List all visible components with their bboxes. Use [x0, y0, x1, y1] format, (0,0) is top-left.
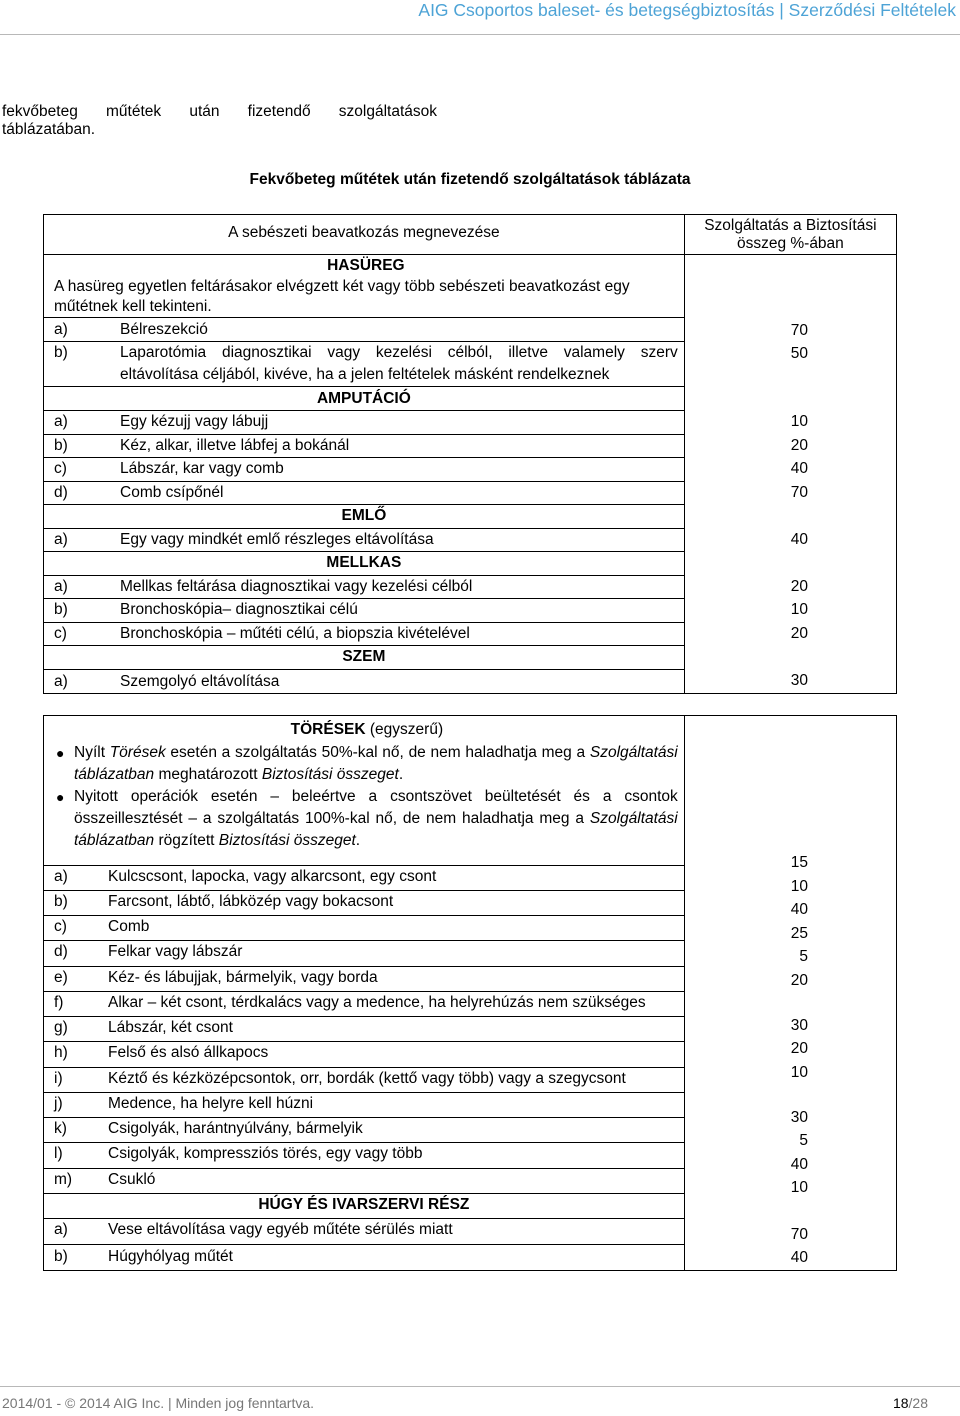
section-title: TÖRÉSEK [290, 721, 366, 738]
row-text: Lábszár, kar vagy comb [120, 460, 284, 477]
row-text: Csukló [108, 1170, 156, 1188]
row-text: Vese eltávolítása vagy egyéb műtéte sérülés miatt [108, 1221, 453, 1239]
value-cell: 40 [790, 1249, 808, 1266]
table-title: Fekvőbeteg műtétek után fizetendő szolgáltatások táblázata [249, 171, 691, 188]
section-hasureg [44, 255, 897, 318]
column-header-procedure: A sebészeti beavatkozás megnevezése [44, 215, 685, 255]
value-cell: 20 [790, 577, 808, 595]
intro-word: fizetendő [247, 103, 311, 120]
surgery-table [43, 214, 897, 694]
row-text: Csigolyák, harántnyúlvány, bármelyik [108, 1120, 363, 1138]
section-title: HASÜREG [327, 257, 405, 274]
row-label: a) [54, 413, 68, 430]
section-title: EMLŐ [44, 505, 685, 529]
row-text: Kulcscsont, lapocka, vagy alkarcsont, egy csont [108, 867, 437, 885]
row-text: Kéztő és kézközépcsontok, orr, bordák (kettő vagy több) vagy a szegycsont [108, 1069, 626, 1087]
row-text: Kéz, alkar, illetve lábfej a bokánál [120, 436, 350, 454]
value-cell: 10 [790, 1179, 808, 1196]
value-cell: 70 [790, 483, 808, 501]
value-cell: 20 [790, 971, 808, 989]
header-title: AIG Csoportos baleset- és betegségbiztosítás | Szerződési Feltételek [418, 0, 956, 20]
intro-paragraph [2, 103, 442, 139]
value-cell: 40 [790, 530, 808, 548]
value-cell: 25 [790, 924, 808, 942]
row-text: Felső és alsó állkapocs [108, 1044, 269, 1062]
row-label: b) [54, 436, 68, 454]
bullet-icon: ● [56, 789, 65, 805]
row-text: Comb csípőnél [120, 483, 224, 501]
value-cell: 20 [790, 436, 808, 454]
row-label: i) [54, 1069, 63, 1087]
value-cell: 30 [790, 671, 808, 689]
page-number: 18/28 [892, 1395, 928, 1411]
section-title: MELLKAS [44, 552, 685, 576]
row-text: Mellkas feltárása diagnosztikai vagy kezelési célból [120, 577, 473, 595]
row-label: b) [54, 892, 68, 910]
section-title: HÚGY ÉS IVARSZERVI RÉSZ [44, 1193, 685, 1218]
value-cell: 30 [790, 1108, 808, 1126]
list-item: ● Nyitott operációk esetén – beleértve a csontszövet beültetését és a csontok összeillesztését – a szolgáltatás 100%-kal nő, de nem haladhatja meg a Szolgáltatási táblázatban rögzített Biztosítási összeget. [56, 786, 678, 852]
section-toresek [44, 716, 897, 866]
row-label: j) [54, 1094, 63, 1112]
value-cell: 10 [790, 601, 808, 618]
value-cell: 10 [790, 877, 808, 895]
value-cell: 40 [790, 1155, 808, 1173]
value-cell: 5 [799, 948, 808, 965]
section-title: AMPUTÁCIÓ [44, 387, 685, 411]
row-label: b) [54, 601, 68, 618]
value-cell: 10 [790, 413, 808, 430]
row-text: Felkar vagy lábszár [108, 943, 243, 961]
benefit-column-body [684, 716, 896, 1271]
row-text: Húgyhólyag műtét [108, 1247, 233, 1265]
intro-word: szolgáltatások [338, 103, 437, 120]
intro-word: után [189, 103, 220, 120]
value-cell: 30 [790, 1016, 808, 1034]
fracture-table [43, 715, 897, 1271]
row-text: Lábszár, két csont [108, 1019, 233, 1037]
row-label: a) [54, 672, 68, 690]
row-text: Comb [108, 918, 150, 936]
list-item: ● Nyílt Törések esetén a szolgáltatás 50%-kal nő, de nem haladhatja meg a Szolgáltatási táblázatban meghatározott Biztosítási összeget. [56, 742, 678, 786]
row-text: Csigolyák, kompressziós törés, egy vagy több [108, 1145, 423, 1163]
row-text: Alkar – két csont, térdkalács vagy a medence, ha helyrehúzás nem szükséges [108, 993, 646, 1011]
value-cell: 50 [790, 345, 808, 362]
bullet-icon: ● [56, 745, 65, 761]
row-text: Egy kézujj vagy lábujj [120, 413, 269, 430]
row-label: a) [54, 867, 68, 885]
row-label: a) [54, 577, 68, 595]
value-cell: 70 [790, 322, 808, 339]
row-label: b) [54, 1247, 68, 1265]
section-title: SZEM [44, 646, 685, 670]
value-cell: 40 [790, 901, 808, 918]
row-label: g) [54, 1019, 68, 1037]
row-label: k) [54, 1120, 67, 1138]
intro-word: műtétek [106, 103, 162, 120]
value-cell: 5 [799, 1132, 808, 1149]
row-label: l) [54, 1145, 63, 1163]
row-text: Medence, ha helyre kell húzni [108, 1094, 314, 1112]
row-label: c) [54, 624, 67, 642]
row-label: e) [54, 968, 68, 986]
intro-word: fekvőbeteg [2, 103, 78, 120]
page-footer [0, 1386, 960, 1416]
value-cell: 20 [790, 624, 808, 642]
copyright-text: 2014/01 - © 2014 AIG Inc. | Minden jog fenntartva. [2, 1395, 315, 1411]
column-header-benefit: Szolgáltatás a Biztosítási összeg %-ában [684, 215, 896, 255]
value-cell: 70 [790, 1225, 808, 1243]
row-text: Kéz- és lábujjak, bármelyik, vagy borda [108, 968, 378, 986]
intro-line2: táblázatában. [2, 121, 96, 138]
row-label: m) [54, 1170, 73, 1188]
row-text: Bronchoskópia – műtéti célú, a biopszia kivételével [120, 624, 470, 642]
value-cell: 20 [790, 1040, 808, 1057]
row-label: c) [54, 460, 67, 477]
value-cell: 10 [790, 1063, 808, 1081]
row-text: Bronchoskópia– diagnosztikai célú [120, 601, 358, 618]
row-label: d) [54, 943, 68, 961]
row-text: Farcsont, lábtő, lábközép vagy bokacsont [108, 892, 394, 910]
row-label: b) [54, 344, 68, 361]
row-label: a) [54, 530, 68, 548]
benefit-column-body [684, 255, 896, 694]
value-cell: 40 [790, 460, 808, 477]
row-label: h) [54, 1044, 68, 1062]
row-text: Egy vagy mindkét emlő részleges eltávolítása [120, 530, 434, 548]
row-label: a) [54, 1221, 68, 1239]
row-label: a) [54, 321, 68, 338]
row-label: c) [54, 918, 67, 936]
row-label: f) [54, 993, 64, 1011]
table-header-row [44, 215, 897, 255]
section-note: A hasüreg egyetlen feltárásakor elvégzett két vagy több sebészeti beavatkozást egy műtétnek kell tekinteni. [54, 278, 630, 315]
value-cell: 15 [790, 854, 808, 871]
row-label: d) [54, 483, 68, 501]
row-text: Laparotómia diagnosztikai vagy kezelési célból, illetve valamely szerv eltávolítása céljából, kivéve, ha a jelen feltételek másként rendelkeznek [120, 344, 678, 383]
row-text: Szemgolyó eltávolítása [120, 672, 280, 690]
section-subtitle: (egyszerű) [365, 721, 444, 738]
page-header [0, 0, 960, 35]
row-text: Bélreszekció [120, 321, 208, 338]
